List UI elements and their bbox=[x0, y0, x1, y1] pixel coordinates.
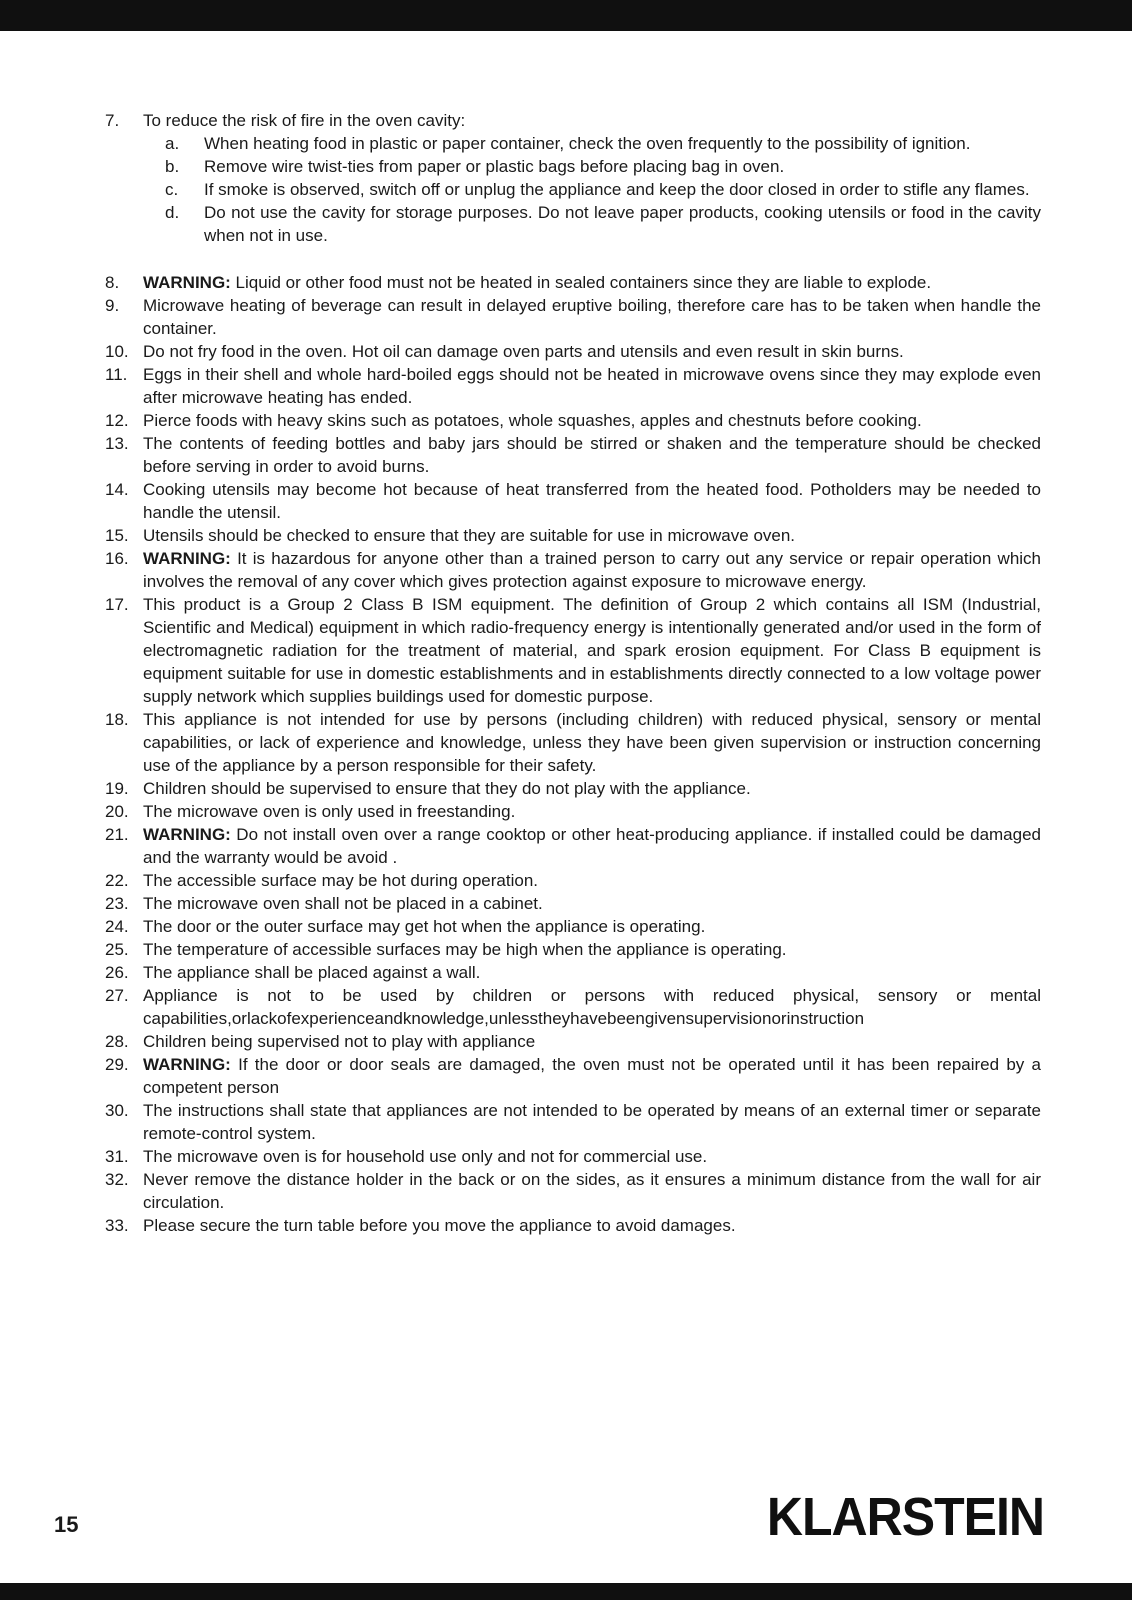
item-number: 9. bbox=[105, 296, 120, 315]
instruction-list bbox=[105, 109, 1041, 1237]
item-number: 12. bbox=[105, 411, 129, 430]
bottom-black-bar bbox=[0, 1583, 1132, 1600]
sub-item-letter: a. bbox=[165, 134, 180, 153]
item-number: 20. bbox=[105, 802, 129, 821]
list-item bbox=[105, 1099, 1041, 1145]
item-text: WARNING: Liquid or other food must not be heated in sealed containers since they are liable to explode. bbox=[143, 273, 932, 292]
list-spacer bbox=[105, 247, 1041, 271]
list-item bbox=[105, 915, 1041, 938]
sub-item bbox=[165, 178, 1041, 201]
sub-item-text: If smoke is observed, switch off or unplug the appliance and keep the door closed in order to stifle any flames. bbox=[204, 180, 1030, 199]
list-item bbox=[105, 340, 1041, 363]
item-text: The accessible surface may be hot during operation. bbox=[143, 871, 539, 890]
sub-item-text: Remove wire twist-ties from paper or plastic bags before placing bag in oven. bbox=[204, 157, 785, 176]
warning-label: WARNING: bbox=[143, 549, 238, 568]
item-text: The appliance shall be placed against a wall. bbox=[143, 963, 481, 982]
item-number: 23. bbox=[105, 894, 129, 913]
sub-item-letter: d. bbox=[165, 203, 180, 222]
sub-item-text: When heating food in plastic or paper container, check the oven frequently to the possibility of ignition. bbox=[204, 134, 971, 153]
item-text: This product is a Group 2 Class B ISM equipment. The definition of Group 2 which contains all ISM (Industrial, Scientific and Medical) equipment in which radio-frequency energy is intentionally generated and/or used in the form of electromagnetic radiation for the treatment of material, and spark erosion equipment. For Class B equipment is equipment suitable for use in domestic establishments and in establishments directly connected to a low voltage power supply network which supplies buildings used for domestic purpose. bbox=[143, 595, 1041, 706]
sub-item bbox=[165, 132, 1041, 155]
item-number: 19. bbox=[105, 779, 129, 798]
list-item bbox=[105, 777, 1041, 800]
item-number: 30. bbox=[105, 1101, 129, 1120]
item-text: WARNING: If the door or door seals are damaged, the oven must not be operated until it has been repaired by a competent person bbox=[143, 1055, 1042, 1097]
sub-item-letter: c. bbox=[165, 180, 179, 199]
item-number: 7. bbox=[105, 111, 120, 130]
list-item bbox=[105, 547, 1041, 593]
list-item bbox=[105, 984, 1041, 1030]
item-number: 18. bbox=[105, 710, 129, 729]
item-text: The microwave oven is for household use only and not for commercial use. bbox=[143, 1147, 708, 1166]
item-text: WARNING: It is hazardous for anyone other than a trained person to carry out any service or repair operation which involves the removal of any cover which gives protection against exposure to microwave energy. bbox=[143, 549, 1042, 591]
list-item bbox=[105, 823, 1041, 869]
item-number: 26. bbox=[105, 963, 129, 982]
sub-item-letter: b. bbox=[165, 157, 180, 176]
item-text: Microwave heating of beverage can result in delayed eruptive boiling, therefore care has to be taken when handle the container. bbox=[143, 296, 1041, 338]
list-item bbox=[105, 363, 1041, 409]
item-text: The instructions shall state that appliances are not intended to be operated by means of an external timer or separate remote-control system. bbox=[143, 1101, 1041, 1143]
list-item bbox=[105, 478, 1041, 524]
item-text: The microwave oven is only used in freestanding. bbox=[143, 802, 516, 821]
item-text: Do not fry food in the oven. Hot oil can damage oven parts and utensils and even result in skin burns. bbox=[143, 342, 904, 361]
item-text: To reduce the risk of fire in the oven cavity: bbox=[143, 111, 466, 130]
item-text: The temperature of accessible surfaces may be high when the appliance is operating. bbox=[143, 940, 787, 959]
item-number: 8. bbox=[105, 273, 120, 292]
list-item bbox=[105, 524, 1041, 547]
brand-logo: KLARSTEIN bbox=[766, 1486, 1044, 1547]
list-item bbox=[105, 271, 1041, 294]
item-number: 33. bbox=[105, 1216, 129, 1235]
item-text: Children being supervised not to play with appliance bbox=[143, 1032, 536, 1051]
list-item bbox=[105, 892, 1041, 915]
item-text: Eggs in their shell and whole hard-boiled eggs should not be heated in microwave ovens since they may explode even after microwave heating has ended. bbox=[143, 365, 1041, 407]
list-item bbox=[105, 409, 1041, 432]
item-number: 28. bbox=[105, 1032, 129, 1051]
item-text: Appliance is not to be used by children or persons with reduced physical, sensory or mental capabilities,orlackofexperienceandknowledge,unlesstheyhavebeengivensupervisionorinstruction bbox=[143, 986, 1041, 1028]
item-number: 14. bbox=[105, 480, 129, 499]
item-text: Utensils should be checked to ensure that they are suitable for use in microwave oven. bbox=[143, 526, 796, 545]
warning-label: WARNING: bbox=[143, 273, 236, 292]
sub-item-text: Do not use the cavity for storage purposes. Do not leave paper products, cooking utensils or food in the cavity when not in use. bbox=[204, 203, 1041, 245]
item-number: 31. bbox=[105, 1147, 129, 1166]
sub-item bbox=[165, 155, 1041, 178]
warning-label: WARNING: bbox=[143, 1055, 239, 1074]
list-item bbox=[105, 938, 1041, 961]
item-text: The microwave oven shall not be placed in a cabinet. bbox=[143, 894, 543, 913]
item-number: 11. bbox=[105, 365, 128, 384]
list-item bbox=[105, 800, 1041, 823]
item-number: 16. bbox=[105, 549, 129, 568]
item-text: The door or the outer surface may get hot when the appliance is operating. bbox=[143, 917, 706, 936]
item-number: 15. bbox=[105, 526, 129, 545]
item-text: WARNING: Do not install oven over a range cooktop or other heat-producing appliance. if installed could be damaged and the warranty would be avoid . bbox=[143, 825, 1042, 867]
item-number: 24. bbox=[105, 917, 129, 936]
item-text: The contents of feeding bottles and baby jars should be stirred or shaken and the temperature should be checked before serving in order to avoid burns. bbox=[143, 434, 1041, 476]
item-text: Cooking utensils may become hot because of heat transferred from the heated food. Potholders may be needed to handle the utensil. bbox=[143, 480, 1041, 522]
list-item bbox=[105, 961, 1041, 984]
item-number: 17. bbox=[105, 595, 129, 614]
sub-item bbox=[165, 201, 1041, 247]
list-item bbox=[105, 1053, 1041, 1099]
item-number: 21. bbox=[105, 825, 129, 844]
item-number: 10. bbox=[105, 342, 129, 361]
item-number: 25. bbox=[105, 940, 129, 959]
list-item bbox=[105, 109, 1041, 132]
item-number: 32. bbox=[105, 1170, 129, 1189]
item-number: 22. bbox=[105, 871, 129, 890]
list-item bbox=[105, 869, 1041, 892]
item-text: Children should be supervised to ensure that they do not play with the appliance. bbox=[143, 779, 751, 798]
list-item bbox=[105, 1030, 1041, 1053]
list-item bbox=[105, 1214, 1041, 1237]
item-text: This appliance is not intended for use by persons (including children) with reduced physical, sensory or mental capabilities, or lack of experience and knowledge, unless they have been given supervision or instruction concerning use of the appliance by a person responsible for their safety. bbox=[143, 710, 1041, 775]
list-item bbox=[105, 432, 1041, 478]
list-item bbox=[105, 593, 1041, 708]
list-item bbox=[105, 708, 1041, 777]
warning-label: WARNING: bbox=[143, 825, 237, 844]
item-number: 29. bbox=[105, 1055, 129, 1074]
item-text: Never remove the distance holder in the back or on the sides, as it ensures a minimum distance from the wall for air circulation. bbox=[143, 1170, 1041, 1212]
item-text: Please secure the turn table before you move the appliance to avoid damages. bbox=[143, 1216, 736, 1235]
item-number: 13. bbox=[105, 434, 129, 453]
item-text: Pierce foods with heavy skins such as potatoes, whole squashes, apples and chestnuts before cooking. bbox=[143, 411, 922, 430]
page-number: 15 bbox=[54, 1512, 79, 1537]
list-item bbox=[105, 294, 1041, 340]
top-black-bar bbox=[0, 0, 1132, 31]
list-item bbox=[105, 1145, 1041, 1168]
list-item bbox=[105, 1168, 1041, 1214]
item-number: 27. bbox=[105, 986, 129, 1005]
